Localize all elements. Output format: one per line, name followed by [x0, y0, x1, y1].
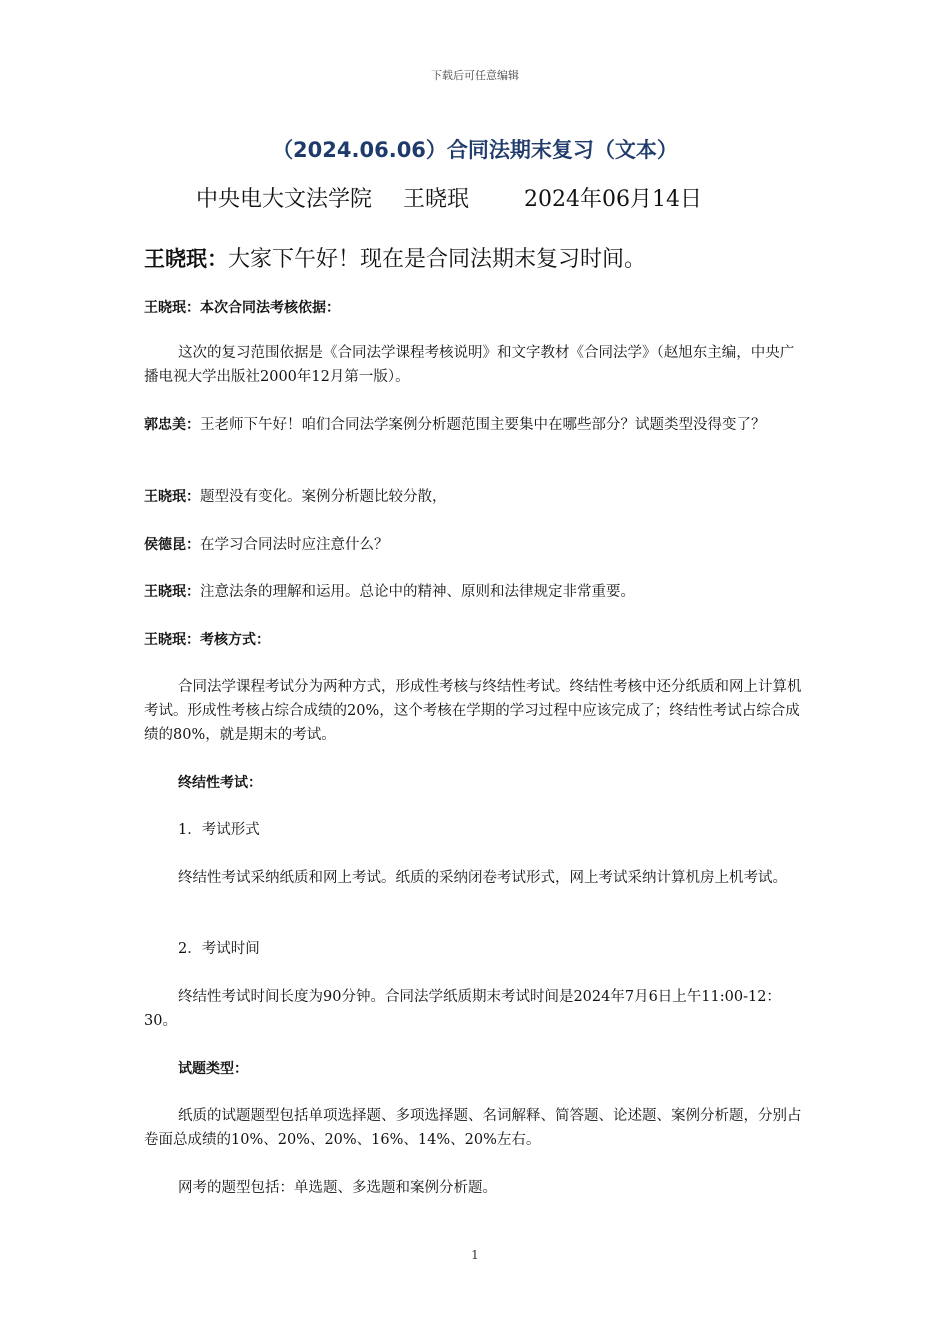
- qa-paragraph: [144, 413, 806, 437]
- qa-paragraph: [144, 485, 806, 509]
- section-heading: 王晓珉：考核方式：: [144, 632, 270, 648]
- section-heading: 终结性考试：: [178, 775, 262, 791]
- paragraph: 终结性考试采纳纸质和网上考试。纸质的采纳闭卷考试形式，网上考试采纳计算机房上机考试。: [178, 870, 787, 886]
- subtitle-date: 2024年06月14日: [524, 187, 703, 212]
- speaker-name: 侯德昆：: [144, 537, 200, 553]
- qa-paragraph: [144, 580, 806, 604]
- document-subtitle: [196, 182, 702, 213]
- speaker-name: 王晓珉：: [144, 247, 228, 271]
- list-item-title: 1．考试形式: [178, 822, 260, 838]
- greeting-text: 大家下午好！现在是合同法期末复习时间。: [228, 247, 647, 272]
- speaker-name: 郭忠美：: [144, 417, 200, 433]
- header-note: 下载后可任意编辑: [431, 69, 519, 82]
- qa-text: 题型没有变化。案例分析题比较分散，: [200, 489, 447, 505]
- paragraph: 网考的题型包括：单选题、多选题和案例分析题。: [178, 1180, 497, 1196]
- paragraph: 合同法学课程考试分为两种方式，形成性考核与终结性考试。终结性考核中还分纸质和网上计算机考试。形成性考核占综合成绩的20%，这个考核在学期的学习过程中应该完成了；终结性考试占综合成绩的80%，就是期末的考试。: [144, 679, 802, 743]
- paragraph: 这次的复习范围依据是《合同法学课程考核说明》和文字教材《合同法学》（赵旭东主编，中央广播电视大学出版社2000年12月第一版）。: [144, 345, 795, 385]
- page-number: 1: [471, 1248, 479, 1262]
- section-heading: 王晓珉：本次合同法考核依据：: [144, 300, 340, 316]
- list-item-title: 2．考试时间: [178, 941, 260, 957]
- qa-text: 注意法条的理解和运用。总论中的精神、原则和法律规定非常重要。: [200, 584, 635, 600]
- qa-paragraph: [144, 533, 806, 557]
- document-title: （2024.06.06）合同法期末复习（文本）: [272, 138, 678, 162]
- subtitle-org: 中央电大文法学院: [196, 187, 373, 212]
- qa-text: 王老师下午好！咱们合同法学案例分析题范围主要集中在哪些部分？试题类型没得变了？: [200, 417, 766, 433]
- section-heading: 试题类型：: [178, 1061, 248, 1077]
- speaker-name: 王晓珉：: [144, 584, 200, 600]
- paragraph: 终结性考试时间长度为90分钟。合同法学纸质期末考试时间是2024年7月6日上午11:00-12：30。: [144, 989, 781, 1029]
- subtitle-author: 王晓珉: [403, 187, 470, 212]
- paragraph: 纸质的试题题型包括单项选择题、多项选择题、名词解释、简答题、论述题、案例分析题，分别占卷面总成绩的10%、20%、20%、16%、14%、20%左右。: [144, 1108, 802, 1148]
- qa-text: 在学习合同法时应注意什么？: [200, 537, 389, 553]
- greeting-paragraph: [144, 244, 806, 275]
- speaker-name: 王晓珉：: [144, 489, 200, 505]
